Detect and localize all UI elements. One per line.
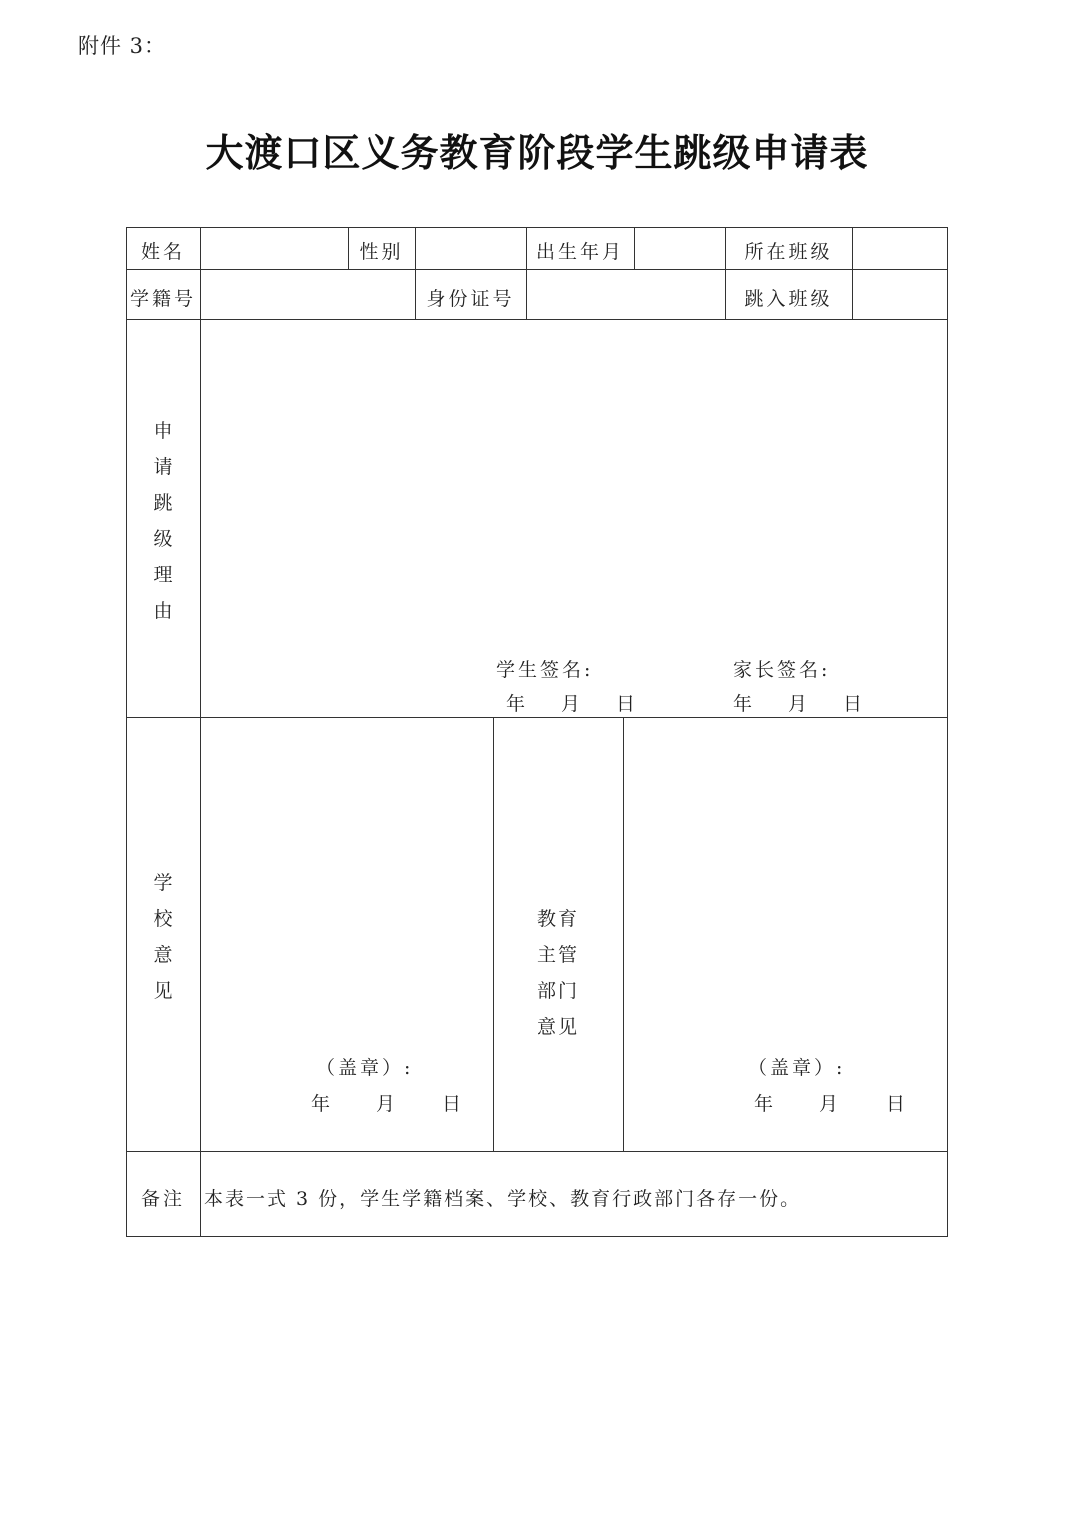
student-signature-label: 学生签名: <box>496 659 594 681</box>
edu-dept-stamp-label: （盖章）: <box>748 1057 846 1079</box>
reason-field[interactable] <box>201 320 946 650</box>
parent-signature-label: 家长签名: <box>733 659 831 681</box>
parent-sign-month: 月 <box>788 693 811 715</box>
id-number-field[interactable] <box>527 270 724 318</box>
remarks-label: 备注 <box>140 1188 185 1210</box>
gender-label: 性别 <box>359 241 404 263</box>
school-opinion-field[interactable] <box>201 718 492 1038</box>
school-day: 日 <box>442 1093 465 1115</box>
remarks-text: 本表一式 3 份，学生学籍档案、学校、教育行政部门各存一份。 <box>204 1188 802 1210</box>
application-form-table <box>126 227 948 1237</box>
edu-dept-year: 年 <box>754 1093 777 1115</box>
table-border-left <box>126 227 127 1237</box>
school-year: 年 <box>311 1093 334 1115</box>
parent-sign-year: 年 <box>733 693 756 715</box>
birth-date-field[interactable] <box>635 228 724 268</box>
name-field[interactable] <box>201 228 347 268</box>
gender-field[interactable] <box>416 228 525 268</box>
table-border-right <box>947 227 948 1237</box>
student-sign-month: 月 <box>561 693 584 715</box>
student-id-field[interactable] <box>201 270 414 318</box>
birth-date-label: 出生年月 <box>535 241 624 263</box>
parent-sign-day: 日 <box>843 693 866 715</box>
edu-dept-month: 月 <box>819 1093 842 1115</box>
table-border-bottom <box>126 1236 948 1237</box>
edu-dept-opinion-label: 教育 主管 部门 意见 <box>536 908 579 1038</box>
name-label: 姓名 <box>140 241 185 263</box>
edu-dept-day: 日 <box>886 1093 909 1115</box>
target-class-field[interactable] <box>853 270 946 318</box>
current-class-field[interactable] <box>853 228 946 268</box>
school-month: 月 <box>376 1093 399 1115</box>
attachment-label: 附件 3： <box>78 34 167 58</box>
student-id-label: 学籍号 <box>129 288 196 310</box>
reason-label: 申 请 跳 级 理 由 <box>153 420 173 622</box>
school-opinion-label: 学 校 意 见 <box>153 872 173 1002</box>
school-stamp-label: （盖章）: <box>316 1057 414 1079</box>
student-sign-year: 年 <box>506 693 529 715</box>
edu-dept-opinion-field[interactable] <box>624 718 946 1038</box>
row-divider <box>126 1151 948 1152</box>
current-class-label: 所在班级 <box>744 241 833 263</box>
id-number-label: 身份证号 <box>426 288 515 310</box>
target-class-label: 跳入班级 <box>744 288 833 310</box>
student-sign-day: 日 <box>616 693 639 715</box>
form-title: 大渡口区义务教育阶段学生跳级申请表 <box>205 131 869 175</box>
